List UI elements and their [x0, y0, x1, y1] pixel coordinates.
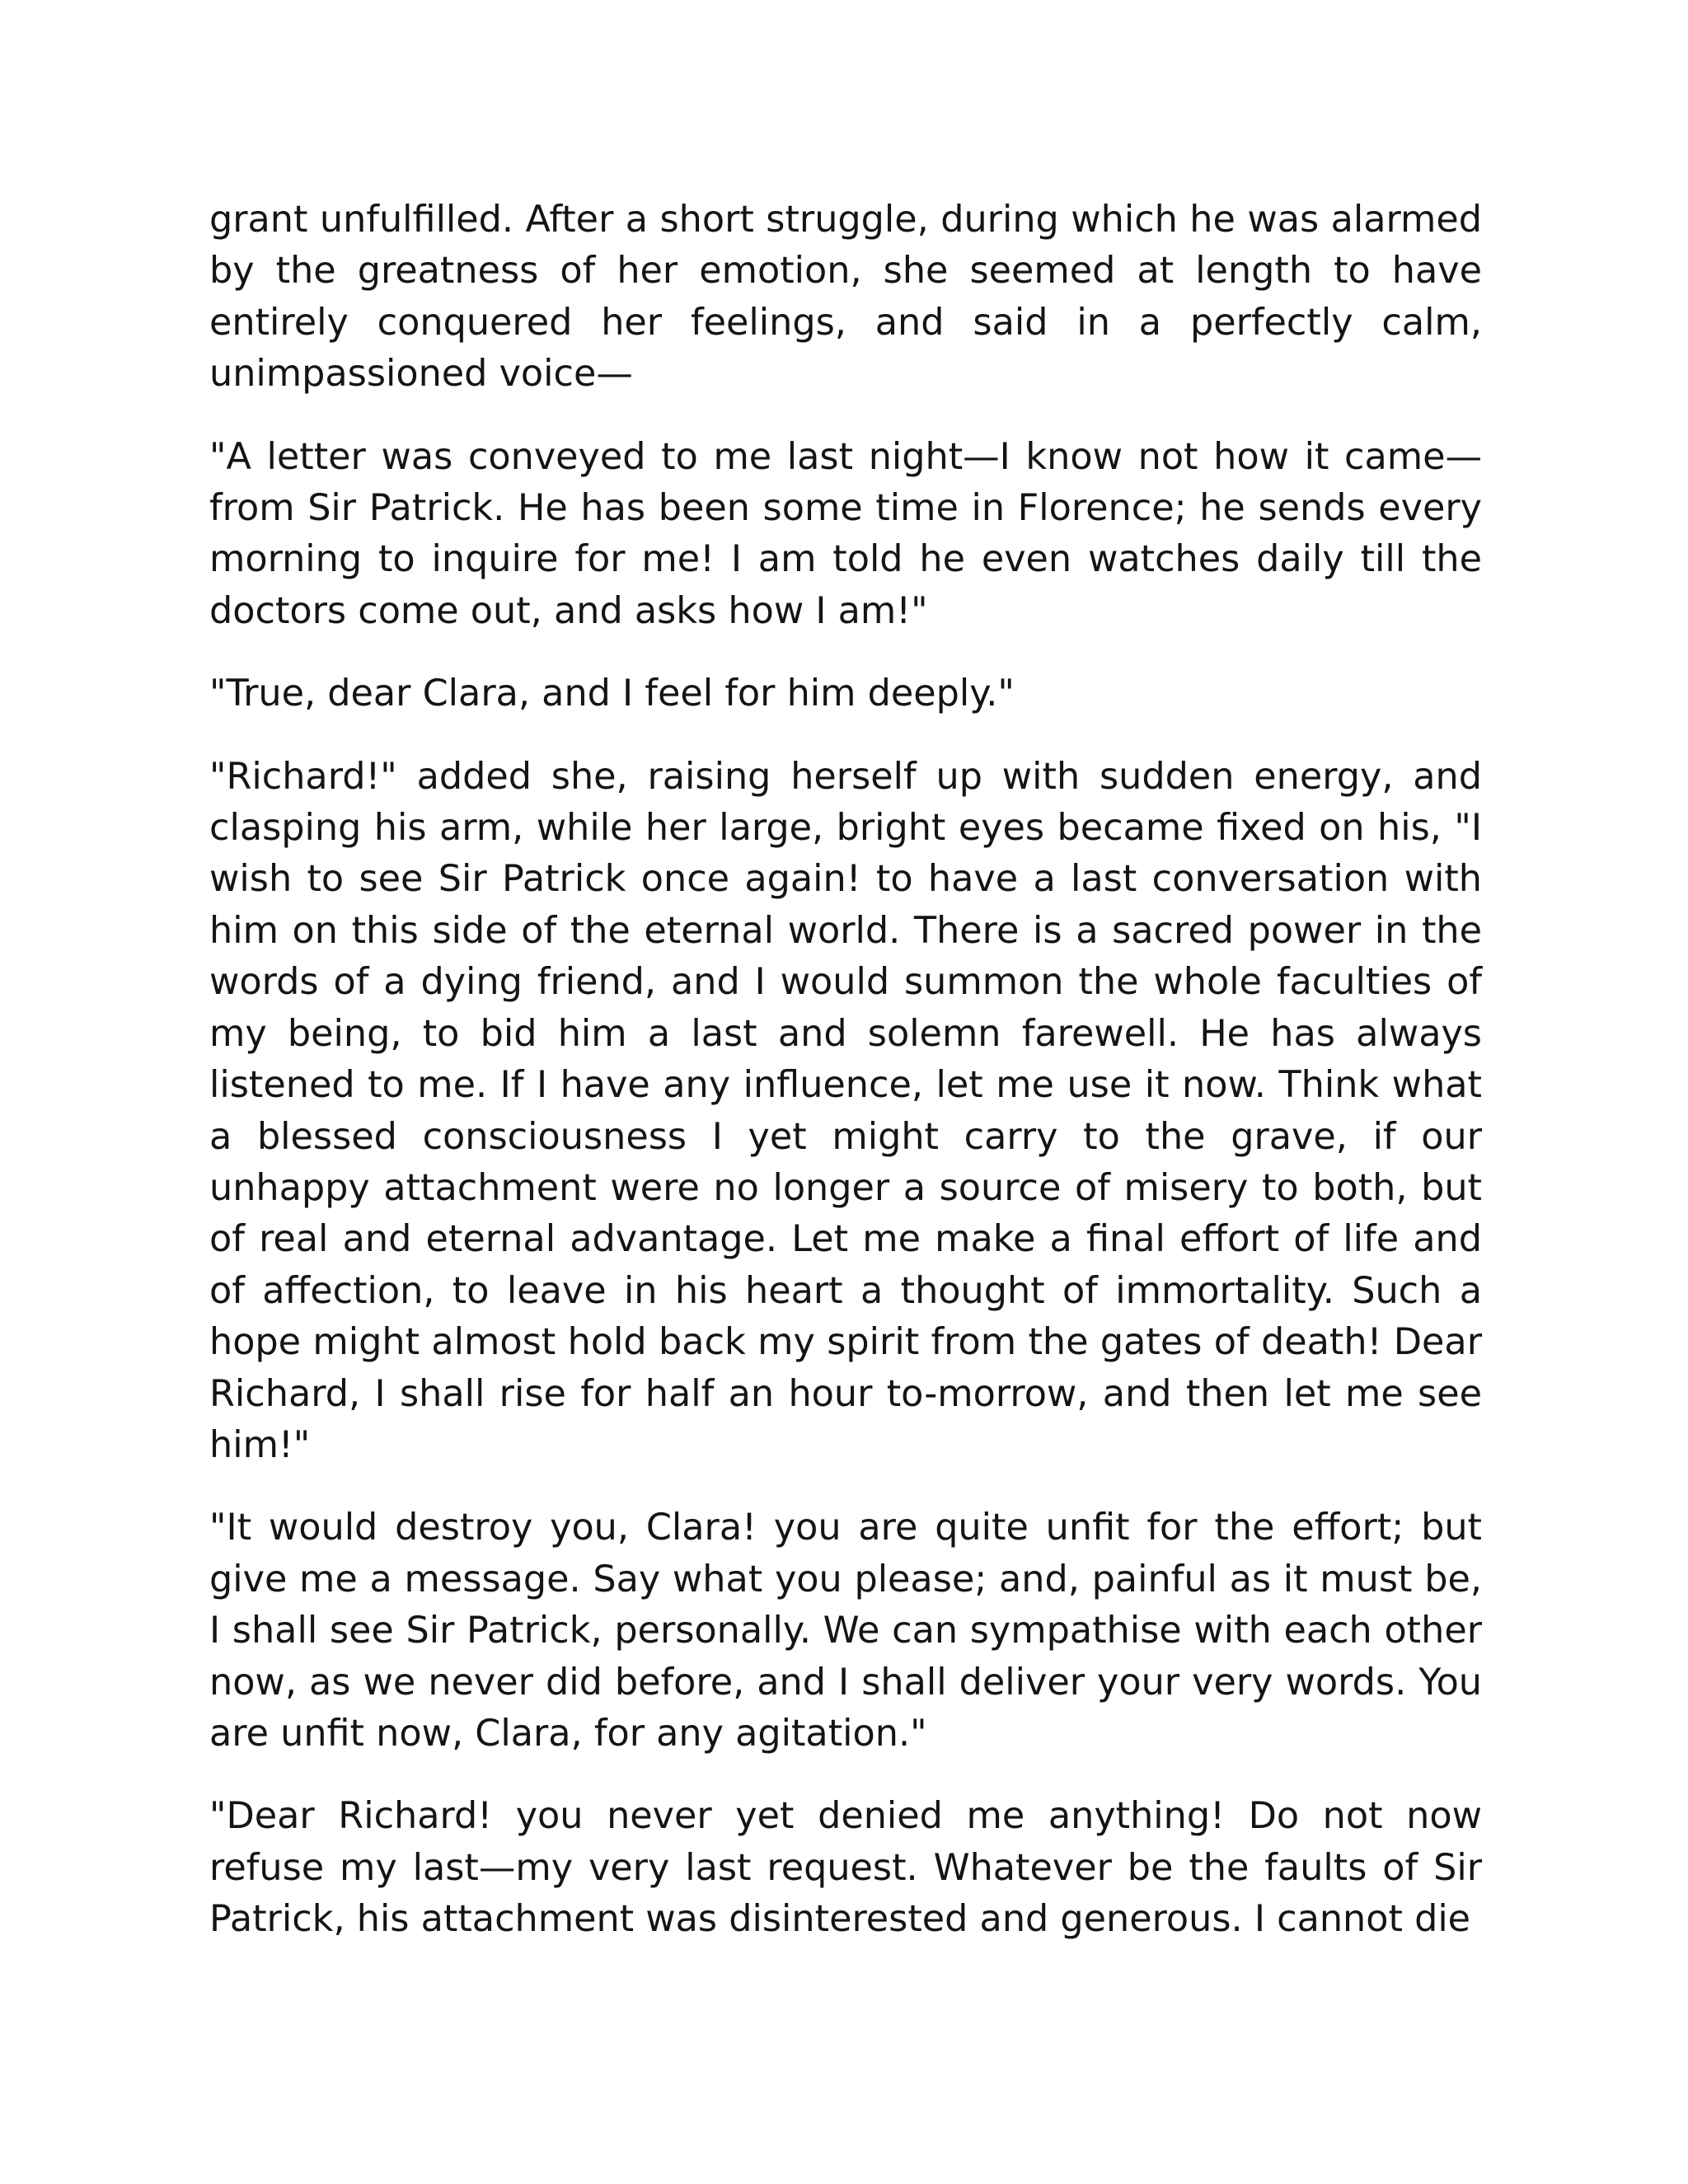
paragraph-4: "Richard!" added she, raising herself up with sudden energy, and clasping his arm, while her large, bright eyes became fixed on his, "I wish to see Sir Patrick once again! to have a last conversation with him on this side of the eternal world. There is a sacred power in the words of a dying friend, and I would summon the whole faculties of my being, to bid him a last and solemn farewell. He has always listened to me. If I have any influence, let me use it now. Think what a blessed consciousness I yet might carry to the grave, if our unhappy attachment were no longer a source of misery to both, but of real and eternal advantage. Let me make a final effort of life and of affection, to leave in his heart a thought of immortality. Such a hope might almost hold back my spirit from the gates of death! Dear Richard, I shall rise for half an hour to-morrow, and then let me see him!"	[209, 755, 1482, 1466]
page-text	[209, 194, 1482, 1946]
paragraph-5: "It would destroy you, Clara! you are quite unfit for the effort; but give me a message. Say what you please; and, painful as it must be, I shall see Sir Patrick, personally. We can sympathise with each other now, as we never did before, and I shall deliver your very words. You are unfit now, Clara, for any agitation."	[209, 1507, 1482, 1755]
paragraph-2: "A letter was conveyed to me last night—I know not how it came—from Sir Patrick. He has been some time in Florence; he sends every morning to inquire for me! I am told he even watches daily till the doctors come out, and asks how I am!"	[209, 435, 1482, 632]
paragraph-6: "Dear Richard! you never yet denied me anything! Do not now refuse my last—my very last request. Whatever be the faults of Sir Patrick, his attachment was disinterested and generous. I cannot die	[209, 1795, 1482, 1941]
paragraph-1: grant unfulfilled. After a short struggle, during which he was alarmed by the greatness of her emotion, she seemed at length to have entirely conquered her feelings, and said in a perfectly calm, unimpassioned voice—	[209, 199, 1482, 396]
paragraph-3: "True, dear Clara, and I feel for him deeply."	[209, 673, 1015, 715]
